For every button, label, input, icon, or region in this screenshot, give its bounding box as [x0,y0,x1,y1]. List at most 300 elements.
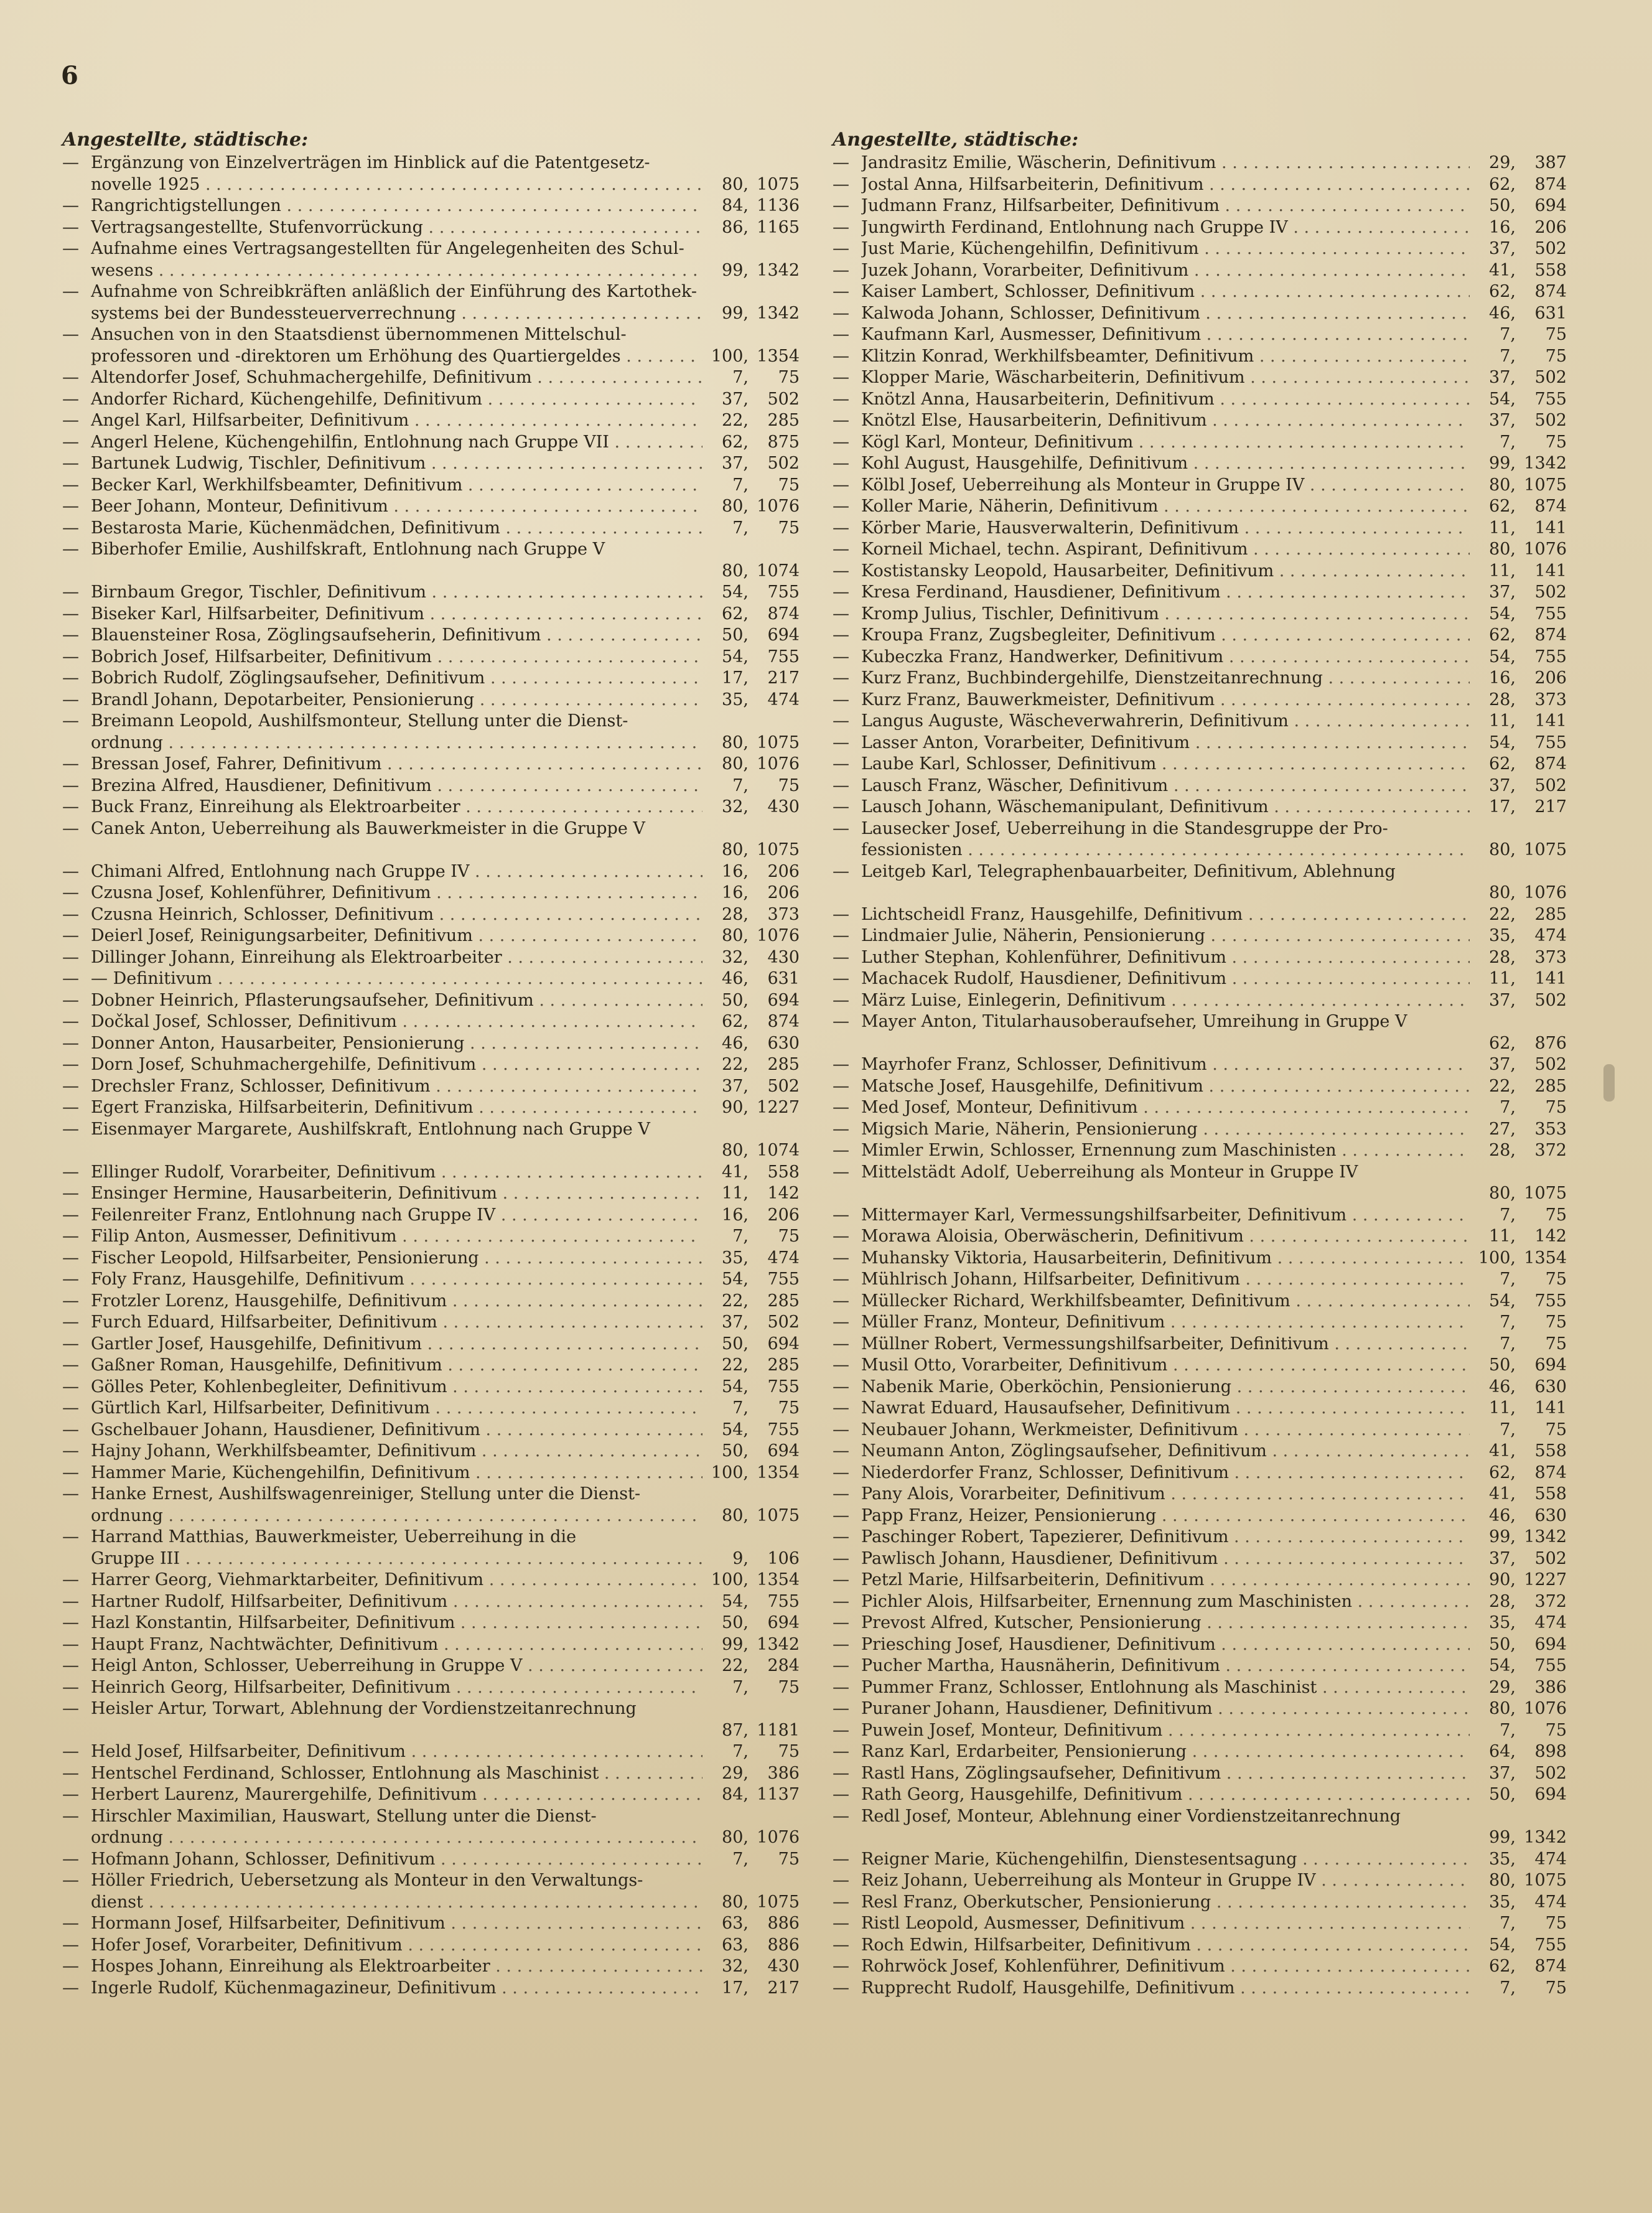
reference-number: 75 [1545,1312,1567,1332]
entry-text [861,389,1470,411]
entry-reference [702,818,800,840]
list-item [62,367,800,389]
list-item [62,539,800,561]
entry-reference [702,1634,800,1656]
entry-reference [1470,582,1567,604]
reference-number: 75 [1545,346,1567,366]
list-item [62,389,800,411]
entry-dash: — [833,217,849,237]
entry-text [861,1119,1470,1141]
entry-reference [1470,1462,1567,1484]
list-item [62,1097,800,1119]
reference-number: 75 [778,475,800,495]
entry-text-content: Judmann Franz, Hilfsarbeiter, Definitivum [861,196,1220,215]
entry-text [91,1505,702,1527]
entry-text-content: Gschelbauer Johann, Hausdiener, Definitivum [91,1420,480,1439]
list-item [833,1420,1567,1441]
entry-reference [702,453,800,475]
entry-text-content: Reigner Marie, Küchengehilfin, Dienstesentsagung [861,1849,1297,1869]
entry-reference [702,1420,800,1441]
entry-reference [702,1226,800,1248]
list-item [833,625,1567,647]
entry-dash: — [62,153,79,172]
entry-text [861,840,1470,861]
reference-number: 75 [1545,432,1567,452]
reference-number: 631 [1534,303,1567,323]
list-item [833,1527,1567,1548]
reference-page: 80, [722,174,749,194]
reference-page: 62, [1489,282,1516,301]
list-item [62,475,800,497]
reference-page: 37, [1489,1763,1516,1783]
reference-page: 7, [1500,1978,1516,1998]
reference-page: 80, [722,1892,749,1912]
reference-page: 16, [1489,668,1516,688]
reference-page: 80, [722,754,749,774]
entry-dash: — [62,1699,79,1718]
entry-reference [1470,1097,1567,1119]
entry-text [861,968,1470,990]
entry-dash: — [62,1248,79,1268]
reference-page: 11, [1489,711,1516,731]
entry-text-content: Puwein Josef, Monteur, Definitivum [861,1720,1163,1740]
entry-reference [1470,1978,1567,2000]
entry-text-content: ordnung [91,732,163,752]
reference-page: 17, [722,1978,749,1998]
reference-number: 694 [1534,196,1567,215]
reference-number: 502 [1534,239,1567,258]
list-item [833,1226,1567,1248]
list-item [62,195,800,217]
entry-text-content: Pummer Franz, Schlosser, Entlohnung als Maschinist [861,1677,1317,1697]
entry-dash: — [833,497,849,516]
entry-text [91,1334,702,1355]
entry-text-content: Reiz Johann, Ueberreihung als Monteur in Gruppe IV [861,1871,1316,1890]
entry-dash: — [833,1398,849,1418]
entry-text-content: Ellinger Rudolf, Vorarbeiter, Definitivum [91,1162,436,1182]
list-item [833,947,1567,969]
entry-reference [1470,1140,1567,1162]
entry-text-content: Med Josef, Monteur, Definitivum [861,1098,1138,1117]
entry-reference [702,882,800,904]
entry-reference [1470,238,1567,260]
reference-number: 106 [767,1548,800,1568]
entry-text [91,539,702,561]
reference-number: 755 [767,582,800,602]
reference-number: 502 [767,1312,800,1332]
list-item [62,1527,800,1548]
list-item [62,152,800,174]
entry-reference [1470,925,1567,947]
entry-text-content: Langus Auguste, Wäscheverwahrerin, Definitivum [861,711,1289,731]
reference-page: 7, [1500,1312,1516,1332]
reference-page: 62, [1489,1462,1516,1482]
entry-text-content: novelle 1925 [91,174,200,194]
entry-dash: — [62,282,79,301]
entry-dash: — [833,1527,849,1546]
list-item [833,496,1567,518]
list-item [62,1441,800,1462]
reference-number: 75 [1545,1420,1567,1439]
reference-page: 28, [1489,1591,1516,1611]
list-item [833,1269,1567,1291]
reference-page: 32, [722,947,749,967]
reference-number: 206 [767,861,800,881]
entry-reference [702,152,800,174]
entry-reference [702,1033,800,1055]
reference-number: 75 [1545,1270,1567,1289]
entry-dash: — [833,754,849,774]
entry-reference [1470,604,1567,625]
reference-number: 372 [1534,1141,1567,1160]
list-item [62,947,800,969]
entry-text-content: Luther Stephan, Kohlenführer, Definitivum [861,947,1226,967]
entry-dash: — [833,797,849,816]
entry-reference [702,1806,800,1828]
entry-reference [702,238,800,260]
entry-text-content: Rupprecht Rudolf, Hausgehilfe, Definitivum [861,1978,1235,1998]
entry-reference [702,1011,800,1033]
reference-page: 32, [722,1957,749,1976]
entry-text [91,1763,702,1785]
reference-page: 80, [722,926,749,945]
list-item [833,1462,1567,1484]
reference-page: 11, [1489,518,1516,538]
reference-number: 694 [767,625,800,645]
reference-page: 7, [1500,346,1516,366]
reference-number: 874 [767,1012,800,1031]
entry-text-content: Brezina Alfred, Hausdiener, Definitivum [91,775,432,795]
reference-page: 35, [1489,1892,1516,1912]
list-item [62,1076,800,1098]
entry-reference [702,389,800,411]
entry-text [861,818,1470,840]
reference-number: 755 [1534,1935,1567,1955]
reference-number: 75 [1545,1914,1567,1933]
entry-text-content: Angerl Helene, Küchengehilfin, Entlohnung nach Gruppe VII [91,432,609,452]
reference-number: 1227 [757,1098,800,1117]
entry-text [91,1870,702,1892]
list-item [62,1205,800,1227]
entry-text-content: Papp Franz, Heizer, Pensionierung [861,1505,1157,1525]
entry-dash: — [833,1227,849,1246]
entry-reference [702,625,800,647]
list-item [833,174,1567,196]
entry-dash: — [62,1677,79,1697]
entry-reference [1470,1763,1567,1785]
list-item [833,260,1567,282]
entry-reference [1470,840,1567,861]
reference-page: 54, [722,1591,749,1611]
reference-number: 217 [767,668,800,688]
entry-text-content: Knötzl Anna, Hausarbeiterin, Definitivum [861,389,1215,409]
entry-dash: — [62,432,79,452]
entry-text [91,217,702,239]
list-item [833,861,1567,883]
entry-text-content: Lausch Johann, Wäschemanipulant, Definitivum [861,797,1269,816]
reference-page: 7, [1500,1270,1516,1289]
reference-page: 16, [722,861,749,881]
reference-page: 37, [1489,411,1516,430]
reference-page: 54, [722,1420,749,1439]
entry-text-content: Kölbl Josef, Ueberreihung als Monteur in Gruppe IV [861,475,1305,495]
entry-reference [1470,904,1567,926]
entry-text [91,668,702,690]
entry-text [861,1698,1470,1720]
entry-dash: — [833,604,849,624]
entry-reference [702,1956,800,1978]
reference-page: 90, [722,1098,749,1117]
entry-dash: — [62,1527,79,1546]
list-item [62,1484,800,1505]
list-item [833,1892,1567,1914]
reference-page: 27, [1489,1119,1516,1139]
list-item [62,1978,800,2000]
entry-reference [702,303,800,325]
entry-text [91,303,702,325]
entry-reference [1470,1291,1567,1312]
entry-reference [702,647,800,668]
entry-text-content: Laube Karl, Schlosser, Definitivum [861,754,1157,774]
reference-page: 17, [722,668,749,688]
entry-text [91,690,702,711]
entry-reference [1470,410,1567,432]
entry-text-content: Rohrwöck Josef, Kohlenführer, Definitivum [861,1957,1225,1976]
entry-text [91,496,702,518]
reference-page: 7, [732,1677,749,1697]
entry-text-content: Ergänzung von Einzelverträgen im Hinblick auf die Patentgesetz- [91,153,650,172]
entry-text-content: Hammer Marie, Küchengehilfin, Definitivum [91,1462,470,1482]
entry-reference [1470,217,1567,239]
entry-text [861,1591,1470,1613]
entry-text-content: Lasser Anton, Vorarbeiter, Definitivum [861,732,1190,752]
entry-reference [702,1978,800,2000]
list-item [62,1334,800,1355]
reference-number: 755 [767,1420,800,1439]
list-item [833,453,1567,475]
entry-dash: — [62,1441,79,1461]
entry-text-content: Muhansky Viktoria, Hausarbeiterin, Definitivum [861,1248,1272,1268]
entry-dash: — [833,561,849,581]
entry-text [861,303,1470,325]
entry-reference [1470,1677,1567,1699]
list-item [62,775,800,797]
reference-page: 80, [722,1505,749,1525]
entry-text-content: Kohl August, Hausgehilfe, Definitivum [861,454,1188,473]
reference-number: 1342 [757,303,800,323]
list-item [62,281,800,303]
entry-text-content: Aufnahme eines Vertragsangestellten für Angelegenheiten des Schul- [91,239,684,258]
reference-number: 1075 [1524,840,1567,859]
list-item [833,968,1567,990]
entry-dash: — [62,1205,79,1225]
list-item [833,1806,1567,1828]
entry-dash: — [833,1441,849,1461]
entry-reference [702,217,800,239]
entry-text-content: Bestarosta Marie, Küchenmädchen, Definitivum [91,518,500,538]
entry-text-content: Körber Marie, Hausverwalterin, Definitivum [861,518,1239,538]
entry-dash: — [833,732,849,752]
list-item [62,1269,800,1291]
entry-reference [1470,1334,1567,1355]
reference-number: 75 [778,1398,800,1418]
reference-page: 100, [711,1570,749,1589]
entry-dash: — [62,1656,79,1675]
reference-page: 17, [1489,797,1516,816]
reference-page: 62, [1489,497,1516,516]
list-item [62,1935,800,1957]
entry-text-content: ordnung [91,1828,163,1847]
entry-dash: — [62,1398,79,1418]
entry-text [91,432,702,454]
entry-dash: — [833,818,849,838]
entry-dash: — [833,346,849,366]
entry-reference [1470,732,1567,754]
entry-dash: — [833,1634,849,1654]
entry-reference [1470,389,1567,411]
entry-list [62,152,800,1999]
entry-reference [1470,1548,1567,1570]
entry-reference [702,1248,800,1270]
reference-number: 284 [767,1656,800,1675]
entry-text [91,1806,702,1828]
reference-number: 1354 [757,1462,800,1482]
list-item [62,861,800,883]
entry-text-content: Aufnahme von Schreibkräften anläßlich der Einführung des Kartothek- [91,282,698,301]
entry-dash: — [833,1484,849,1504]
reference-number: 206 [767,883,800,902]
list-item [62,1054,800,1076]
entry-dash: — [833,1785,849,1804]
entry-text-content: Resl Franz, Oberkutscher, Pensionierung [861,1892,1211,1912]
reference-number: 1075 [1524,1184,1567,1203]
reference-page: 37, [1489,990,1516,1010]
entry-dash: — [833,1355,849,1375]
reference-page: 22, [1489,904,1516,924]
reference-page: 28, [722,904,749,924]
entry-text [861,647,1470,668]
entry-dash: — [833,1505,849,1525]
reference-number: 430 [767,947,800,967]
list-item [62,1248,800,1270]
list-item [833,1011,1567,1033]
entry-text-content: Hormann Josef, Hilfsarbeiter, Definitivum [91,1914,446,1933]
entry-text-content: Breimann Leopold, Aushilfsmonteur, Stellung unter die Dienst- [91,711,628,731]
entry-text [861,518,1470,540]
entry-text [91,389,702,411]
entry-text [861,754,1470,775]
entry-reference [702,1076,800,1098]
reference-page: 62, [1489,1033,1516,1053]
reference-page: 7, [1500,1098,1516,1117]
list-item [833,668,1567,690]
reference-page: 54, [1489,1656,1516,1675]
entry-reference [702,1183,800,1205]
entry-text-content: Niederdorfer Franz, Schlosser, Definitivum [861,1462,1229,1482]
entry-text [91,861,702,883]
entry-text [91,410,702,432]
entry-text-content: professoren und -direktoren um Erhöhung des Quartiergeldes [91,346,621,366]
entry-text [91,1226,702,1248]
entry-reference [702,925,800,947]
entry-reference [702,1570,800,1591]
list-item [62,732,800,754]
entry-dash: — [62,1935,79,1955]
reference-number: 206 [1534,668,1567,688]
reference-page: 22, [722,411,749,430]
entry-dash: — [62,1227,79,1246]
reference-number: 694 [1534,1785,1567,1804]
reference-number: 1075 [757,1892,800,1912]
entry-text-content: Musil Otto, Vorarbeiter, Definitivum [861,1355,1168,1375]
entry-reference [1470,754,1567,775]
entry-text [91,947,702,969]
reference-number: 1354 [1524,1248,1567,1268]
list-item [62,1849,800,1871]
entry-reference [702,1763,800,1785]
entry-text [861,1527,1470,1548]
reference-page: 37, [1489,582,1516,602]
entry-dash: — [62,1162,79,1182]
entry-text [861,539,1470,561]
reference-page: 54, [722,582,749,602]
reference-page: 7, [1500,1334,1516,1354]
entry-reference [702,582,800,604]
entry-reference [1470,1634,1567,1656]
list-item [833,1076,1567,1098]
entry-dash: — [62,1420,79,1439]
reference-number: 755 [767,1270,800,1289]
entry-dash: — [833,1462,849,1482]
reference-number: 1076 [1524,883,1567,902]
entry-text [861,1398,1470,1420]
reference-number: 75 [1545,1978,1567,1998]
reference-page: 35, [1489,1613,1516,1632]
reference-page: 100, [1478,1248,1516,1268]
entry-text [861,1655,1470,1677]
entry-text [91,1248,702,1270]
entry-text [91,1698,702,1720]
entry-dash: — [62,690,79,709]
entry-text-content: Dobner Heinrich, Pflasterungsaufseher, Definitivum [91,990,534,1010]
entry-text [91,1978,702,2000]
entry-text [91,152,702,174]
entry-reference [1470,818,1567,840]
entry-reference [702,561,800,582]
entry-text [91,260,702,282]
list-item [62,1291,800,1312]
reference-page: 41, [1489,1441,1516,1461]
list-item [62,754,800,775]
entry-dash: — [833,1677,849,1697]
entry-text [91,174,702,196]
list-item [833,1720,1567,1742]
reference-page: 37, [1489,1548,1516,1568]
list-item [62,453,800,475]
entry-reference [1470,1827,1567,1849]
entry-text [861,1505,1470,1527]
entry-reference [1470,539,1567,561]
entry-text-content: Bartunek Ludwig, Tischler, Definitivum [91,454,426,473]
entry-reference [702,367,800,389]
entry-reference [702,1827,800,1849]
entry-text [91,367,702,389]
entry-reference [1470,1226,1567,1248]
entry-reference [702,1784,800,1806]
entry-text [861,990,1470,1012]
entry-reference [1470,496,1567,518]
entry-text-content: Held Josef, Hilfsarbeiter, Definitivum [91,1742,406,1761]
